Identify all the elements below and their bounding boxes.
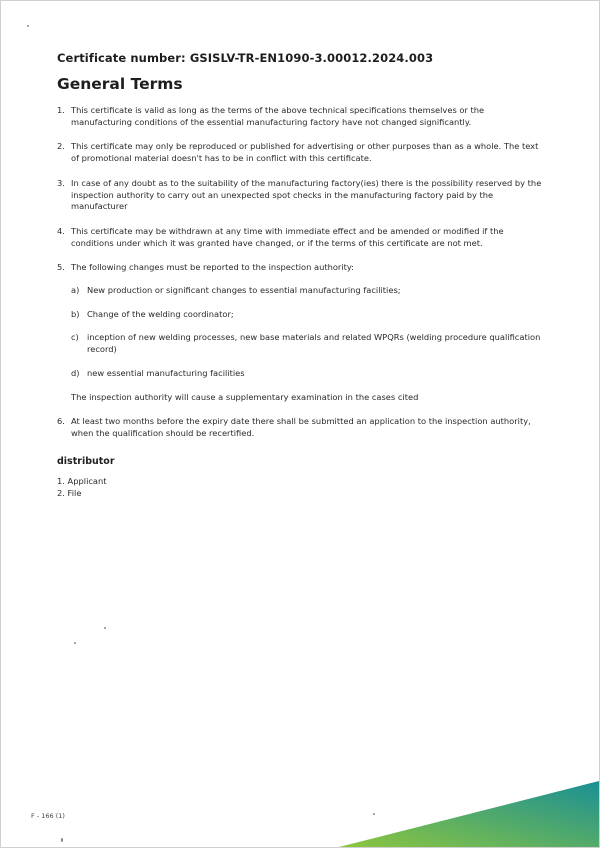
term-item (57, 105, 547, 128)
scan-speck (61, 838, 63, 842)
term-text: This certificate is valid as long as the terms of the above technical specifications themselves or the manufacturing conditions of the essential manufacturing factory have not changed significantly. (71, 105, 485, 127)
term-text: In case of any doubt as to the suitability of the manufacturing factory(ies) there is the possibility reserved by the inspection authority to carry out an unexpected spot checks in the manufacturing factory paid by the manufacturer (71, 177, 542, 212)
distributor-title: distributor (57, 456, 115, 467)
term-item (57, 262, 547, 403)
term-text: At least two months before the expiry date there shall be submitted an application to the inspection authority, when the qualification should be recertified. (71, 416, 531, 438)
term-note: The inspection authority will cause a supplementary examination in the cases cited (71, 391, 419, 402)
distributor-item: 2. File (57, 487, 82, 498)
change-item (71, 285, 547, 297)
section-title: General Terms (57, 75, 183, 93)
form-code: F - 166 (1) (31, 812, 65, 820)
term-item (57, 226, 547, 249)
change-letter: a) (71, 285, 80, 296)
corner-stripe (339, 781, 599, 847)
term-text: This certificate may be withdrawn at any time with immediate effect and be amended or modified if the conditions under which it was granted have changed, or if the terms of this certificate are not met. (71, 225, 504, 248)
term-item (57, 141, 547, 164)
term-text: This certificate may only be reproduced or published for advertising or other purposes than as a whole. The text of promotional material doesn't has to be in conflict with this certificate. (71, 141, 539, 164)
scan-speck (27, 25, 29, 27)
certificate-number: Certificate number: GSISLV-TR-EN1090-3.00012.2024.003 (57, 51, 434, 65)
term-body (71, 262, 547, 403)
change-letter: c) (71, 332, 79, 343)
term-number: 4. (57, 225, 65, 236)
change-text: Change of the welding coordinator; (87, 308, 234, 319)
term-number: 3. (57, 177, 65, 188)
term-item (57, 178, 547, 213)
scan-speck (74, 642, 76, 644)
change-text: inception of new welding processes, new base materials and related WPQRs (welding procedure qualification record) (87, 332, 541, 355)
term-number: 1. (57, 105, 65, 115)
change-letter: b) (71, 308, 80, 319)
change-letter: d) (71, 367, 80, 378)
change-text: new essential manufacturing facilities (87, 367, 245, 378)
terms-list (57, 105, 547, 453)
change-item (71, 332, 547, 355)
scan-speck (104, 627, 106, 629)
corner-graphic (339, 781, 599, 847)
term-number: 5. (57, 262, 65, 273)
distributor-item: 1. Applicant (57, 476, 107, 486)
change-item (71, 368, 547, 380)
distributor-section (57, 456, 115, 499)
change-item (71, 309, 547, 321)
term-number: 2. (57, 141, 65, 152)
change-text: New production or significant changes to essential manufacturing facilities; (87, 285, 401, 296)
change-list (71, 285, 547, 380)
term-number: 6. (57, 416, 65, 427)
term-item (57, 416, 547, 439)
term-text: The following changes must be reported to the inspection authority: (71, 262, 354, 273)
